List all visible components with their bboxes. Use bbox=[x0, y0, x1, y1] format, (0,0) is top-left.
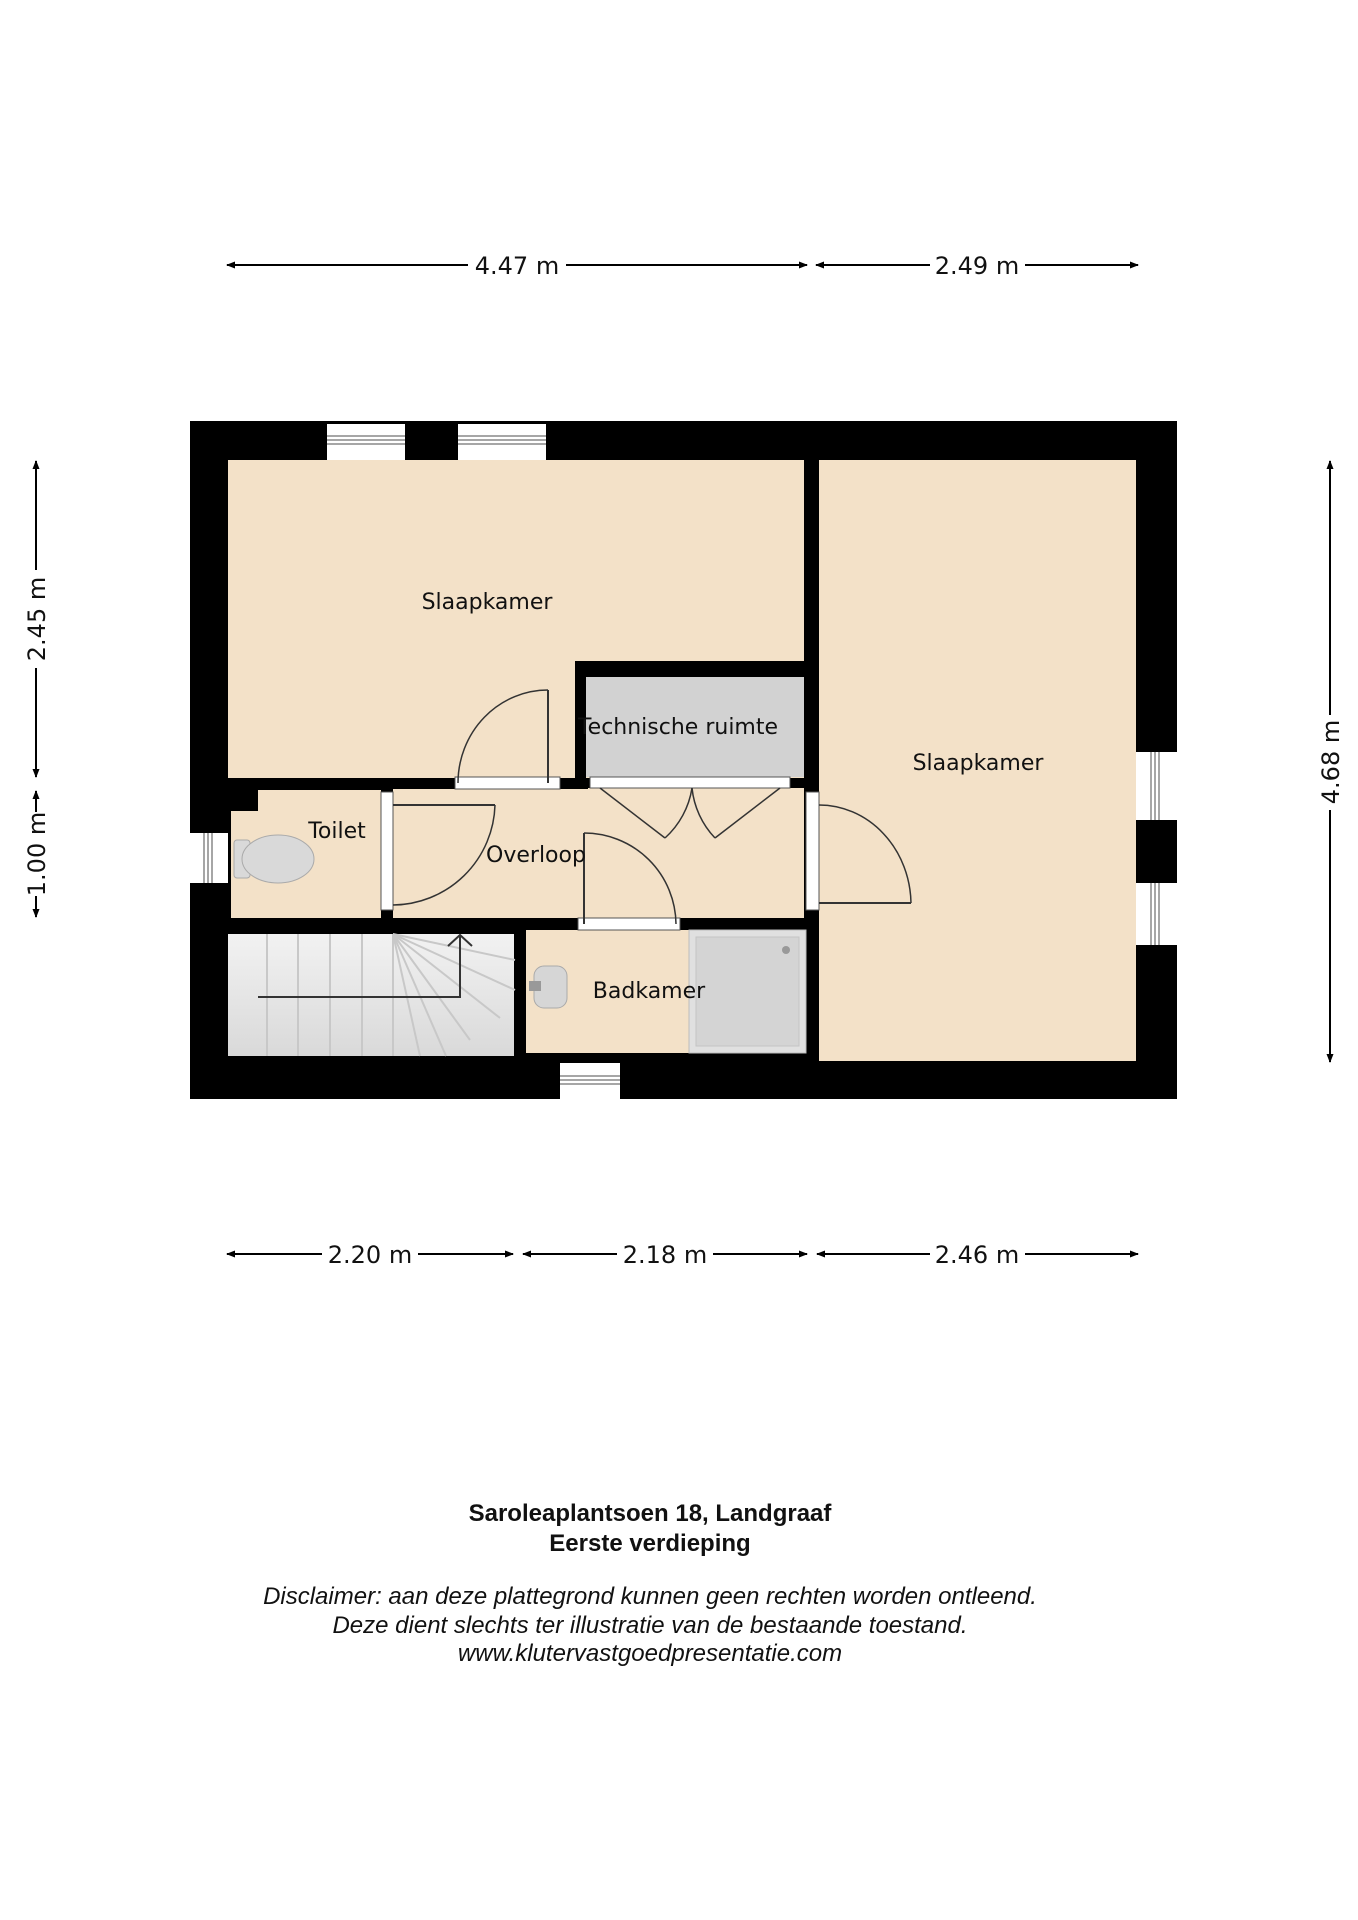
dimension-label-bottom-middle: 2.18 m bbox=[622, 1241, 708, 1269]
dimension-right bbox=[1317, 461, 1345, 1062]
dimension-bottom-right bbox=[817, 1241, 1138, 1269]
toilet-fixture-icon bbox=[234, 835, 314, 883]
dimension-bottom-left bbox=[227, 1241, 513, 1269]
shower-icon bbox=[689, 930, 806, 1053]
window-top-2 bbox=[458, 424, 546, 460]
window-top-1 bbox=[327, 424, 405, 460]
dimension-label-left-upper: 2.45 m bbox=[23, 576, 51, 662]
room-overloop bbox=[393, 788, 804, 918]
dimension-label-left-lower: 1.00 m bbox=[23, 811, 51, 897]
dimension-label-top-right: 2.49 m bbox=[934, 252, 1020, 280]
dimension-top-right bbox=[816, 252, 1138, 280]
dimension-left-lower bbox=[23, 791, 51, 917]
wall-bedroom-divider bbox=[806, 460, 819, 1084]
wall-technical-top bbox=[575, 661, 806, 677]
disclaimer-line-1: Disclaimer: aan deze plattegrond kunnen geen rechten worden ontleend. bbox=[263, 1583, 1037, 1610]
dimension-label-top-left: 4.47 m bbox=[474, 252, 560, 280]
label-slaapkamer-left: Slaapkamer bbox=[421, 590, 553, 615]
label-technische-ruimte: Technische ruimte bbox=[577, 715, 779, 740]
dimension-bottom-middle bbox=[523, 1241, 807, 1269]
address-title: Saroleaplantsoen 18, Landgraaf bbox=[468, 1500, 832, 1527]
dimension-label-right: 4.68 m bbox=[1317, 719, 1345, 805]
window-bottom bbox=[560, 1063, 620, 1099]
label-badkamer: Badkamer bbox=[592, 979, 706, 1004]
floor-title: Eerste verdieping bbox=[549, 1530, 751, 1557]
wall-bath-left bbox=[514, 918, 526, 1063]
label-slaapkamer-right: Slaapkamer bbox=[912, 751, 1044, 776]
sink-icon bbox=[529, 966, 567, 1008]
wall-toilet-bottom bbox=[228, 918, 393, 934]
wall-toilet-left-notch bbox=[228, 789, 258, 811]
dimension-label-bottom-right: 2.46 m bbox=[934, 1241, 1020, 1269]
window-left-toilet bbox=[190, 833, 228, 883]
disclaimer-website: www.klutervastgoedpresentatie.com bbox=[457, 1640, 843, 1667]
dimension-label-bottom-left: 2.20 m bbox=[327, 1241, 413, 1269]
disclaimer-line-2: Deze dient slechts ter illustratie van de bestaande toestand. bbox=[332, 1612, 968, 1639]
dimension-top-left bbox=[227, 252, 807, 280]
dimension-left-upper bbox=[23, 461, 51, 777]
label-toilet: Toilet bbox=[308, 819, 366, 844]
label-overloop: Overloop bbox=[486, 843, 586, 868]
window-right-2 bbox=[1136, 883, 1177, 945]
window-right-1 bbox=[1136, 752, 1177, 820]
wall-bath-bottom bbox=[514, 1053, 806, 1063]
